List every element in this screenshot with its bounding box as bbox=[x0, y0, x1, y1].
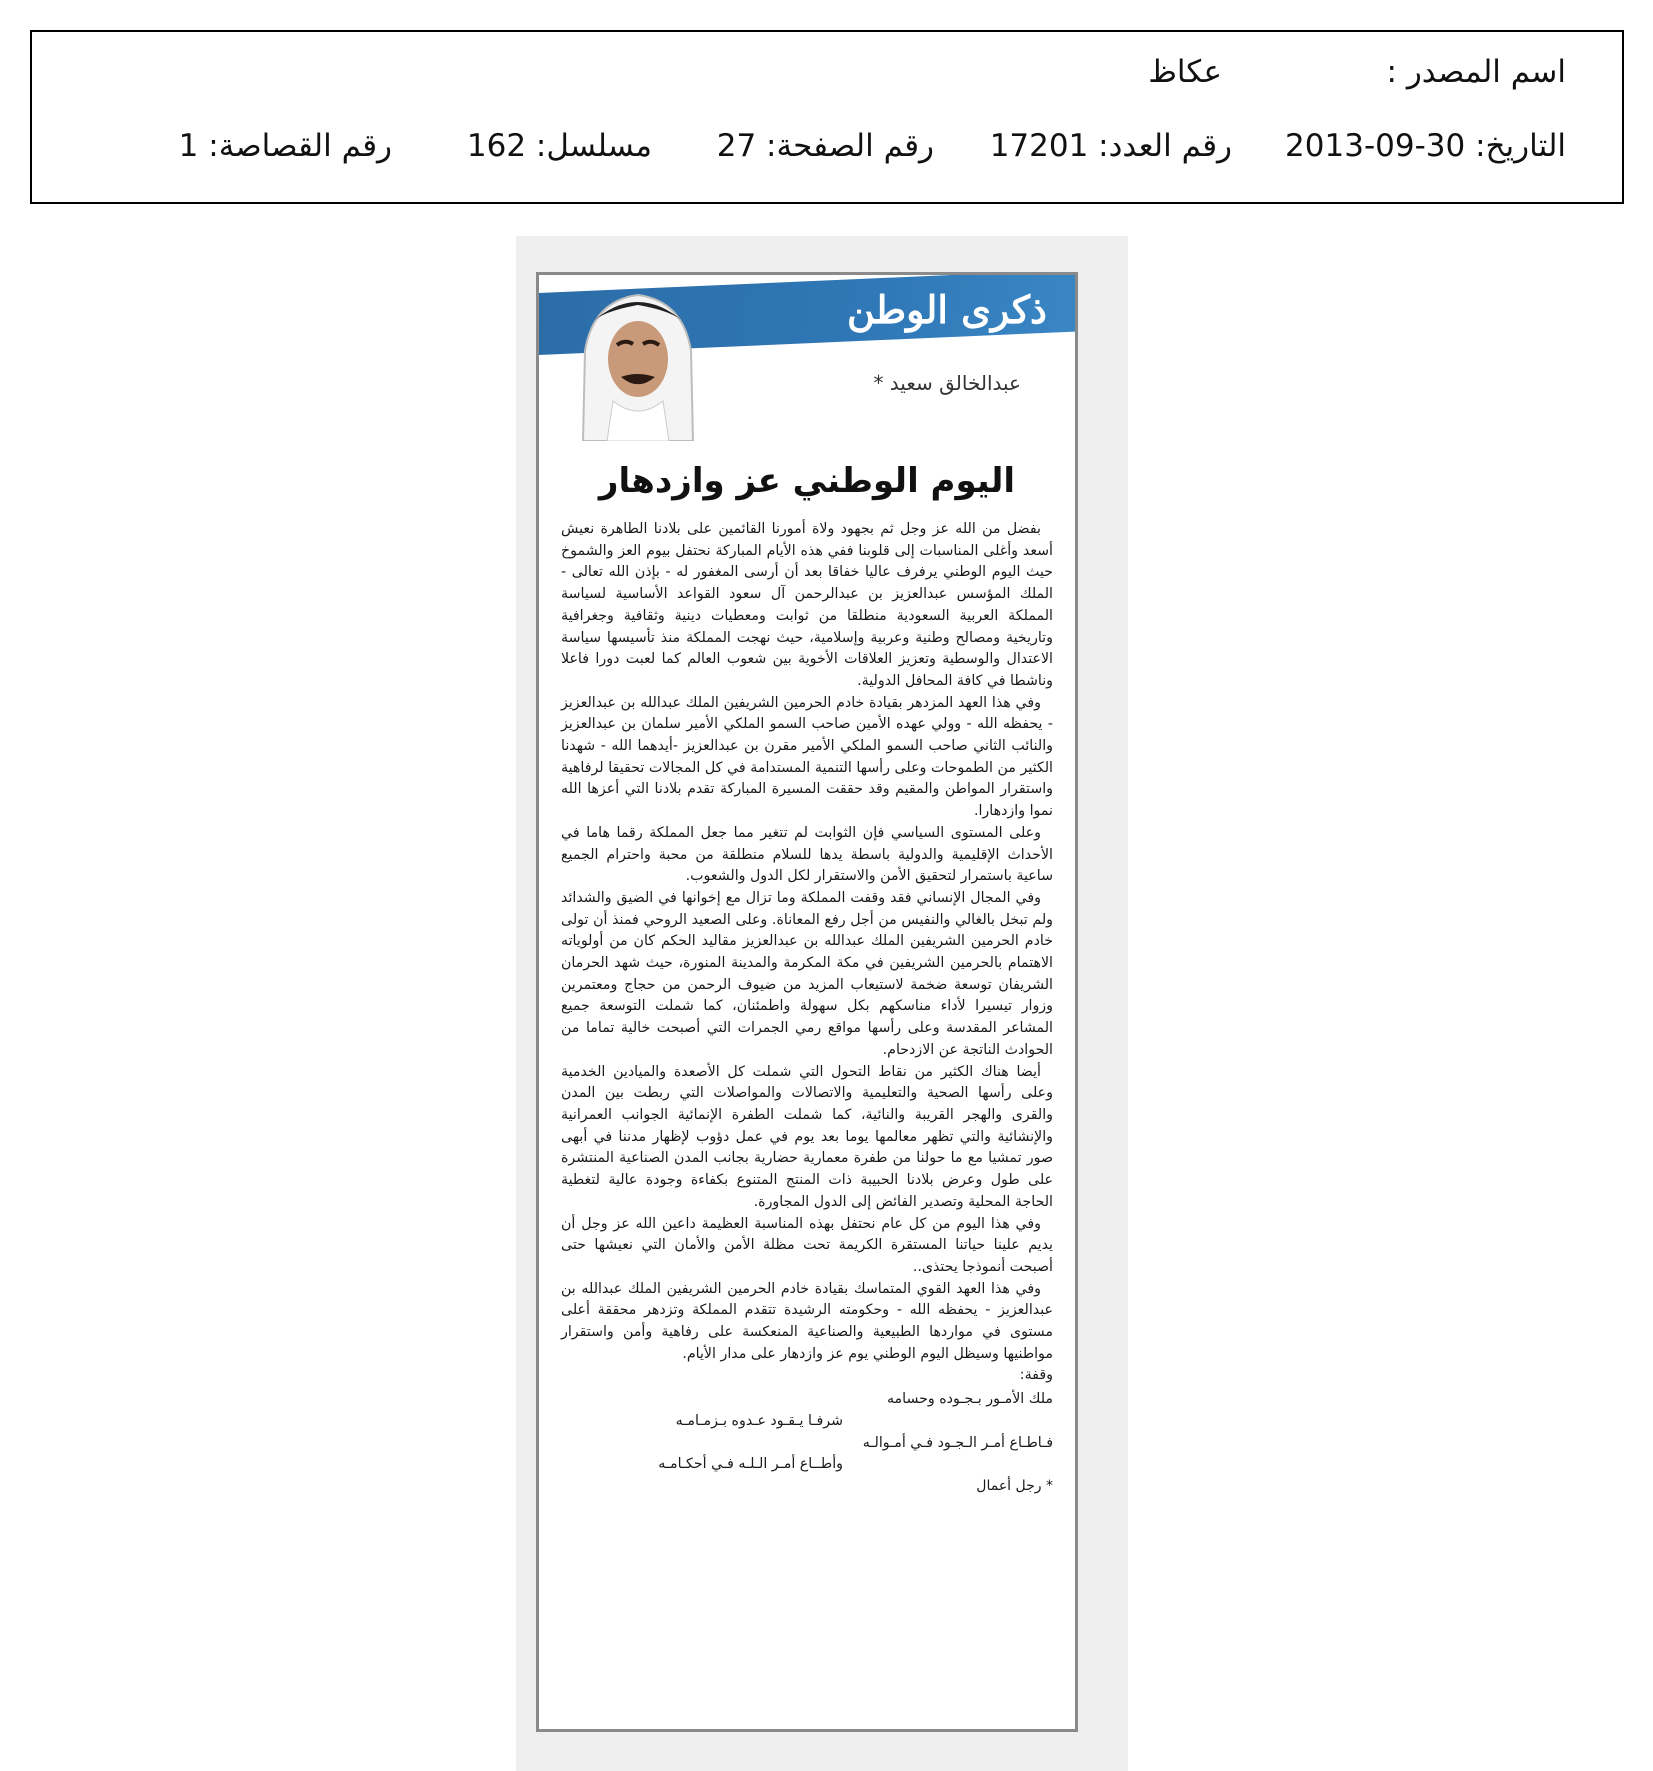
verse-line: ملك الأمـور بـجـوده وحسامه bbox=[886, 1391, 1053, 1408]
clip-number-field: رقم القصاصة: 1 bbox=[178, 128, 392, 164]
author-byline: عبدالخالق سعيد * bbox=[873, 371, 1021, 395]
paragraph: وفي هذا العهد القوي المتماسك بقيادة خادم الحرمين الشريفين الملك عبدالله بن عبدالعزيز - يحفظه الله - وحكومته الرشيدة تتقدم المملكة وتزدهر محققة أعلى مستوى في مواردها الطبيعية والصناعية المنعكسة على رفاهية وأمن واستقرار مواطنيها وسيظل اليوم الوطني يوم عز وازدهار على مدار الأيام. bbox=[561, 1280, 1053, 1362]
source-value: عكاظ bbox=[1148, 54, 1222, 90]
verse-line: فـاطـاع أمـر الـجـود فـي أمـوالـه bbox=[862, 1434, 1053, 1451]
paragraph: وفي هذا العهد المزدهر بقيادة خادم الحرمين الشريفين الملك عبدالله بن عبدالعزيز - يحفظه الله - وولي عهده الأمين صاحب السمو الملكي الأمير سلمان بن عبدالعزيز والنائب الثاني صاحب السمو الملكي الأمير مقرن بن عبدالعزيز -أيدهما الله - شهدنا الكثير من الطموحات وعلى رأسها التنمية المستدامة في كل المجالات تحقيقا لرفاهية واستقرار المواطن والمقيم وقد حققت المسيرة المباركة تقدم بلادنا التي أعزها الله نموا وازدهارا. bbox=[561, 694, 1053, 820]
source-info-box bbox=[30, 30, 1624, 204]
paragraph: وعلى المستوى السياسي فإن الثوابت لم تتغير مما جعل المملكة رقما هاما في الأحداث الإقليمية والدولية باسطة يدها للسلام منطلقة من محبة واحترام الجميع ساعية باستمرار لتحقيق الأمن والاستقرار لكل الدول والشعوب. bbox=[561, 824, 1053, 885]
verse-line: وأطــاع أمـر الـلـه فـي أحكـامـه bbox=[658, 1456, 843, 1473]
newspaper-clipping bbox=[516, 236, 1128, 1771]
source-label: اسم المصدر : bbox=[1386, 54, 1566, 90]
article-headline: اليوم الوطني عز وازدهار bbox=[598, 461, 1016, 501]
column-title: ذكرى الوطن bbox=[847, 287, 1047, 333]
serial-field: مسلسل: 162 bbox=[466, 128, 652, 164]
issue-number-field: رقم العدد: 17201 bbox=[989, 128, 1232, 164]
article-card bbox=[536, 272, 1078, 1732]
pause-label: وقفة: bbox=[1019, 1367, 1053, 1384]
paragraph: وفي هذا اليوم من كل عام نحتفل بهذه المناسبة العظيمة داعين الله عز وجل أن يديم علينا حياتنا المستقرة الكريمة تحت مظلة الأمن والأمان التي نعيشها حتى أصبحت أنموذجا يحتذى.. bbox=[561, 1215, 1053, 1275]
author-photo bbox=[573, 281, 703, 441]
paragraph: بفضل من الله عز وجل ثم بجهود ولاة أمورنا القائمين على بلادنا الطاهرة نعيش أسعد وأغلى المناسبات إلى قلوبنا ففي هذه الأيام المباركة نحتفل بيوم العز والشموخ حيث اليوم الوطني يرفرف عاليا خفاقا بعد أن أرسى المغفور له - بإذن الله تعالى - الملك المؤسس عبدالعزيز بن عبدالرحمن آل سعود القواعد الأساسية لسياسة المملكة العربية السعودية منطلقا من ثوابت ومعطيات دينية وثقافية وجغرافية وتاريخية ومصالح وطنية وعربية وإسلامية، حيث نهجت المملكة منذ تأسيسها سياسة الاعتدال والوسطية وتعزيز العلاقات الأخوية بين شعوب العالم كما لعبت دورا فاعلا وناشطا في كافة المحافل الدولية. bbox=[561, 521, 1053, 689]
article-body bbox=[561, 519, 1053, 1497]
poem-verses bbox=[561, 1389, 1053, 1476]
paragraph: وفي المجال الإنساني فقد وقفت المملكة وما تزال مع إخوانها في الضيق والشدائد ولم تبخل بالغالي والنفيس من أجل رفع المعاناة. وعلى الصعيد الروحي فمنذ أن تولى خادم الحرمين الشريفين الملك عبدالله بن عبدالعزيز مقاليد الحكم كان من أولوياته الاهتمام بالحرمين الشريفين في مكة المكرمة والمدينة المنورة، حيث شهد الحرمان الشريفان توسعة ضخمة لاستيعاب المزيد من ضيوف الرحمن من حجاج ومعتمرين وزوار تيسيرا لأداء مناسكهم بكل سهولة واطمئنان، كما شملت التوسعة جميع المشاعر المقدسة وعلى رأسها مواقع رمي الجمرات التي أصبحت خالية تماما من الحوادث الناتجة عن الازدحام. bbox=[561, 889, 1053, 1058]
verse-line: شرفـا يـقـود عـدوه بـزمـامـه bbox=[675, 1412, 843, 1429]
author-footnote: * رجل أعمال bbox=[976, 1477, 1053, 1494]
paragraph: أيضا هناك الكثير من نقاط التحول التي شملت كل الأصعدة والميادين الخدمية وعلى رأسها الصحية والتعليمية والاتصالات والمواصلات التي ربطت بين المدن والقرى والهجر القريبة والنائية، كما شملت الطفرة الإنمائية الجوانب العمرانية والإنشائية والتي تظهر معالمها يوما بعد يوم في عمل دؤوب لإظهار مدننا في أبهى صور تمشيا مع ما حولنا من طفرة معمارية حضارية بجانب المدن الصناعية المنتشرة على طول وعرض بلادنا الحبيبة ذات المنتج المتنوع بكفاءة وجودة عالية لتغطية الحاجة المحلية وتصدير الفائض إلى الدول المجاورة. bbox=[561, 1063, 1053, 1210]
page-number-field: رقم الصفحة: 27 bbox=[716, 128, 934, 164]
date-field: التاريخ: 30-09-2013 bbox=[1285, 128, 1566, 164]
